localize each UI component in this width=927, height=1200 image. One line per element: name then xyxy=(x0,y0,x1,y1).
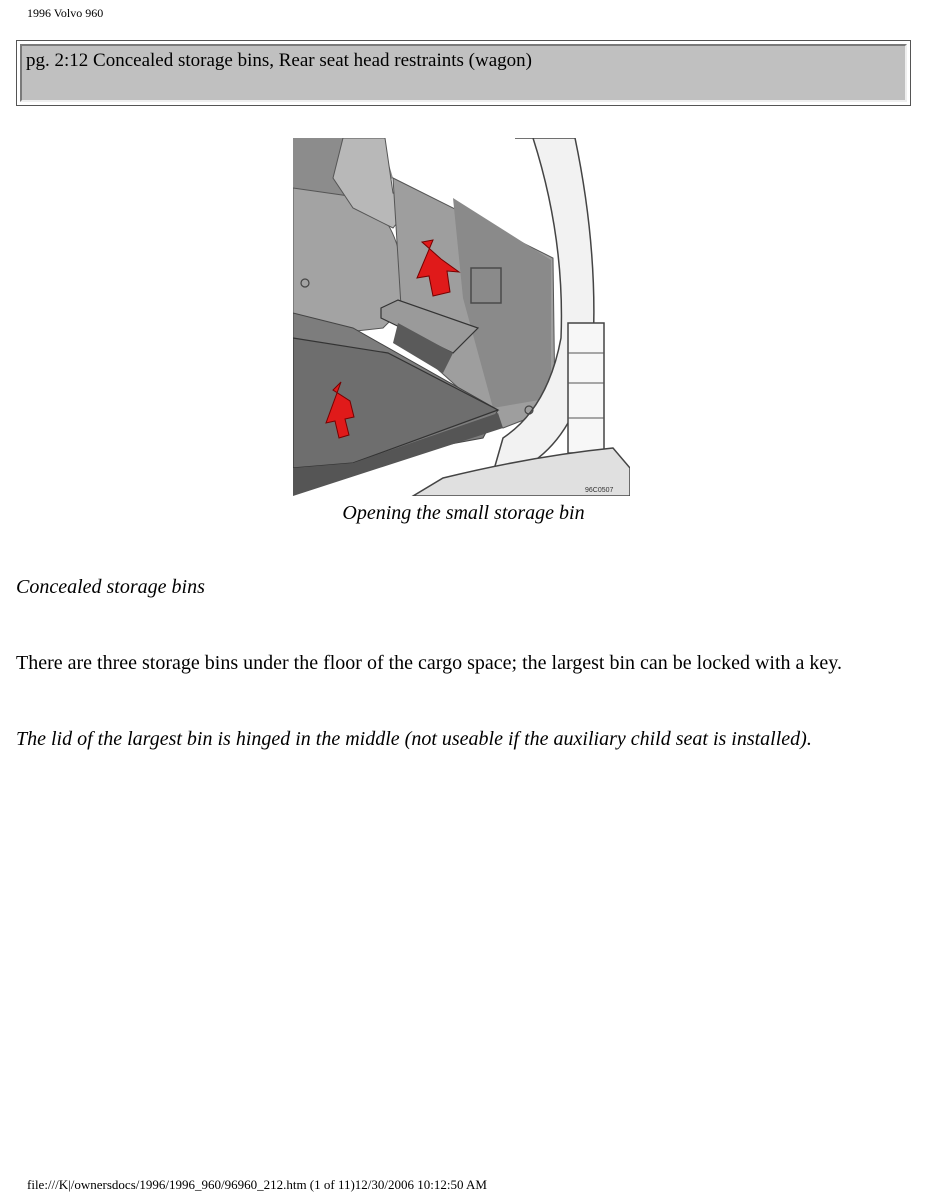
paragraph: There are three storage bins under the floor of the cargo space; the largest bin can be locked with a key. xyxy=(16,652,842,674)
section-heading: Concealed storage bins xyxy=(16,576,205,598)
page-title: pg. 2:12 Concealed storage bins, Rear seat head restraints (wagon) xyxy=(20,44,907,102)
figure-caption: Opening the small storage bin xyxy=(342,502,585,524)
page-title-box xyxy=(16,40,911,106)
cargo-storage-illustration xyxy=(293,138,630,496)
running-header: 1996 Volvo 960 xyxy=(27,6,104,20)
paragraph: The lid of the largest bin is hinged in the middle (not useable if the auxiliary child seat is installed). xyxy=(16,728,812,750)
file-path-footer: file:///K|/ownersdocs/1996/1996_960/96960_212.htm (1 of 11)12/30/2006 10:12:50 AM xyxy=(27,1177,487,1192)
figure-code: 96C0507 xyxy=(585,487,614,494)
